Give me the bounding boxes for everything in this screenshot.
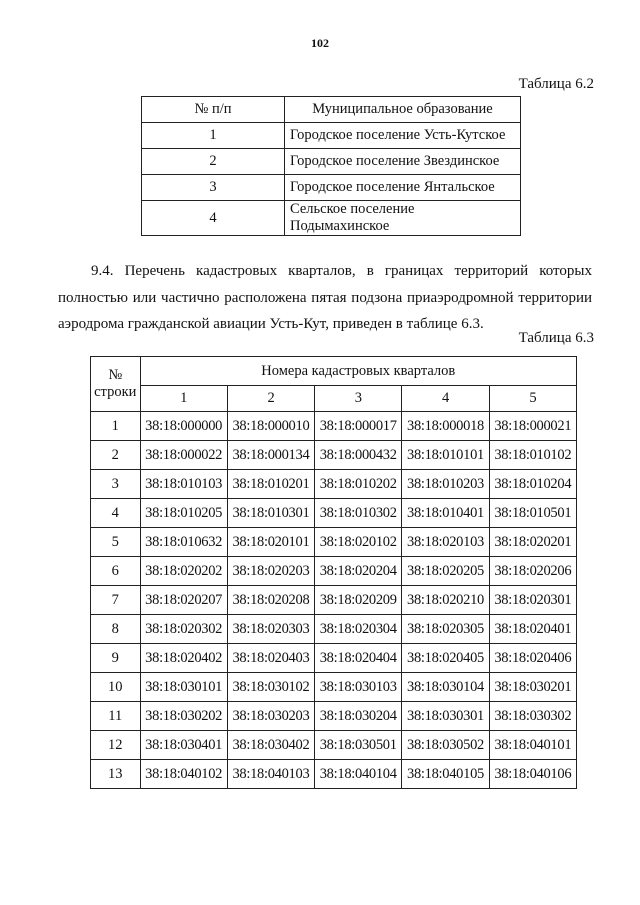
- column-header: 3: [315, 386, 402, 412]
- row-number: 13: [91, 760, 141, 789]
- column-header: 2: [227, 386, 314, 412]
- table-row: [142, 201, 521, 236]
- cadastral-quarter-cell: 38:18:010401: [402, 499, 489, 528]
- cadastral-quarter-cell: 38:18:030203: [227, 702, 314, 731]
- cadastral-quarter-cell: 38:18:020301: [489, 586, 576, 615]
- cadastral-quarter-cell: 38:18:030102: [227, 673, 314, 702]
- cadastral-quarters-table: [90, 356, 577, 789]
- table-row: [91, 499, 577, 528]
- column-header: 5: [489, 386, 576, 412]
- cadastral-quarter-cell: 38:18:010301: [227, 499, 314, 528]
- cadastral-quarter-cell: 38:18:030501: [315, 731, 402, 760]
- row-number: 3: [91, 470, 141, 499]
- cadastral-quarter-cell: 38:18:010202: [315, 470, 402, 499]
- cadastral-quarter-cell: 38:18:020304: [315, 615, 402, 644]
- row-number: 11: [91, 702, 141, 731]
- cadastral-quarter-cell: 38:18:010632: [140, 528, 227, 557]
- cadastral-quarter-cell: 38:18:020208: [227, 586, 314, 615]
- cadastral-quarter-cell: 38:18:010103: [140, 470, 227, 499]
- row-number-header: [91, 357, 141, 412]
- cadastral-quarter-cell: 38:18:000134: [227, 441, 314, 470]
- page-number: 102: [311, 36, 329, 50]
- municipality-name: Сельское поселение Подымахинское: [285, 201, 521, 236]
- cadastral-quarter-cell: 38:18:010102: [489, 441, 576, 470]
- cadastral-quarter-cell: 38:18:020205: [402, 557, 489, 586]
- row-number: 4: [91, 499, 141, 528]
- table-header-row: [91, 357, 577, 386]
- cadastral-quarter-cell: 38:18:020405: [402, 644, 489, 673]
- cadastral-quarter-cell: 38:18:030202: [140, 702, 227, 731]
- cadastral-table-body: [91, 412, 577, 789]
- cadastral-numbers-header: Номера кадастровых кварталов: [140, 357, 576, 386]
- cadastral-quarter-cell: 38:18:020102: [315, 528, 402, 557]
- municipality-name: Городское поселение Звездинское: [285, 149, 521, 175]
- column-header-municipality: Муниципальное образование: [285, 97, 521, 123]
- column-header-number: № п/п: [142, 97, 285, 123]
- cadastral-quarter-cell: 38:18:020404: [315, 644, 402, 673]
- row-number: 5: [91, 528, 141, 557]
- row-number-header-word: строки: [94, 384, 137, 400]
- table-row: [142, 175, 521, 201]
- cadastral-quarter-cell: 38:18:000018: [402, 412, 489, 441]
- cadastral-quarter-cell: 38:18:020401: [489, 615, 576, 644]
- municipality-name: Городское поселение Янтальское: [285, 175, 521, 201]
- table-row: [91, 470, 577, 499]
- row-number: 3: [142, 175, 285, 201]
- row-number-header-symbol: №: [108, 367, 123, 383]
- table-row: [142, 149, 521, 175]
- cadastral-quarter-cell: 38:18:020207: [140, 586, 227, 615]
- cadastral-quarter-cell: 38:18:020402: [140, 644, 227, 673]
- cadastral-quarter-cell: 38:18:010203: [402, 470, 489, 499]
- cadastral-quarter-cell: 38:18:020403: [227, 644, 314, 673]
- cadastral-quarter-cell: 38:18:040104: [315, 760, 402, 789]
- table-header-row: [142, 97, 521, 123]
- cadastral-quarter-cell: 38:18:020206: [489, 557, 576, 586]
- cadastral-quarter-cell: 38:18:040105: [402, 760, 489, 789]
- cadastral-quarter-cell: 38:18:010201: [227, 470, 314, 499]
- row-number: 6: [91, 557, 141, 586]
- municipalities-table: [141, 96, 521, 236]
- cadastral-quarter-cell: 38:18:000000: [140, 412, 227, 441]
- cadastral-quarter-cell: 38:18:010204: [489, 470, 576, 499]
- table-row: [91, 644, 577, 673]
- cadastral-quarter-cell: 38:18:030402: [227, 731, 314, 760]
- row-number: 2: [91, 441, 141, 470]
- cadastral-quarter-cell: 38:18:030301: [402, 702, 489, 731]
- row-number: 1: [91, 412, 141, 441]
- table-row: [91, 731, 577, 760]
- row-number: 7: [91, 586, 141, 615]
- table-6-3-caption: Таблица 6.3: [518, 330, 594, 346]
- cadastral-quarter-cell: 38:18:020202: [140, 557, 227, 586]
- cadastral-quarter-cell: 38:18:020204: [315, 557, 402, 586]
- table-row: [91, 412, 577, 441]
- table-row: [91, 441, 577, 470]
- cadastral-quarter-cell: 38:18:000021: [489, 412, 576, 441]
- cadastral-quarter-cell: 38:18:010302: [315, 499, 402, 528]
- cadastral-quarter-cell: 38:18:000432: [315, 441, 402, 470]
- cadastral-quarter-cell: 38:18:000010: [227, 412, 314, 441]
- cadastral-quarter-cell: 38:18:020101: [227, 528, 314, 557]
- cadastral-quarter-cell: 38:18:030103: [315, 673, 402, 702]
- table-row: [91, 557, 577, 586]
- cadastral-quarter-cell: 38:18:030502: [402, 731, 489, 760]
- cadastral-quarter-cell: 38:18:010501: [489, 499, 576, 528]
- section-9-4-paragraph: 9.4. Перечень кадастровых кварталов, в границах территорий которых полностью или частично расположена пятая подзона приаэродромной территории аэродрома гражданской авиации Усть-Кут, приведен в таблице 6.3.: [58, 263, 592, 332]
- cadastral-quarter-cell: 38:18:040102: [140, 760, 227, 789]
- cadastral-quarter-cell: 38:18:020210: [402, 586, 489, 615]
- municipality-name: Городское поселение Усть-Кутское: [285, 123, 521, 149]
- cadastral-quarter-cell: 38:18:010205: [140, 499, 227, 528]
- cadastral-quarter-cell: 38:18:030104: [402, 673, 489, 702]
- table-row: [142, 123, 521, 149]
- table-row: [91, 702, 577, 731]
- row-number: 10: [91, 673, 141, 702]
- cadastral-quarter-cell: 38:18:020305: [402, 615, 489, 644]
- cadastral-quarter-cell: 38:18:030302: [489, 702, 576, 731]
- cadastral-quarter-cell: 38:18:020406: [489, 644, 576, 673]
- table-row: [91, 673, 577, 702]
- table-row: [91, 586, 577, 615]
- cadastral-quarter-cell: 38:18:000022: [140, 441, 227, 470]
- cadastral-quarter-cell: 38:18:040106: [489, 760, 576, 789]
- table-row: [91, 760, 577, 789]
- table-row: [91, 528, 577, 557]
- table-6-2-caption: Таблица 6.2: [518, 76, 594, 92]
- column-header: 4: [402, 386, 489, 412]
- row-number: 2: [142, 149, 285, 175]
- cadastral-quarter-cell: 38:18:020302: [140, 615, 227, 644]
- row-number: 4: [142, 201, 285, 236]
- cadastral-quarter-cell: 38:18:000017: [315, 412, 402, 441]
- row-number: 9: [91, 644, 141, 673]
- cadastral-quarter-cell: 38:18:040103: [227, 760, 314, 789]
- row-number: 1: [142, 123, 285, 149]
- column-header: 1: [140, 386, 227, 412]
- cadastral-quarter-cell: 38:18:020209: [315, 586, 402, 615]
- table-subheader-row: [91, 386, 577, 412]
- cadastral-quarter-cell: 38:18:020303: [227, 615, 314, 644]
- cadastral-quarter-cell: 38:18:020103: [402, 528, 489, 557]
- cadastral-quarter-cell: 38:18:020201: [489, 528, 576, 557]
- cadastral-quarter-cell: 38:18:010101: [402, 441, 489, 470]
- cadastral-quarter-cell: 38:18:030101: [140, 673, 227, 702]
- table-row: [91, 615, 577, 644]
- cadastral-quarter-cell: 38:18:030204: [315, 702, 402, 731]
- cadastral-quarter-cell: 38:18:040101: [489, 731, 576, 760]
- cadastral-quarter-cell: 38:18:030201: [489, 673, 576, 702]
- row-number: 12: [91, 731, 141, 760]
- row-number: 8: [91, 615, 141, 644]
- cadastral-quarter-cell: 38:18:020203: [227, 557, 314, 586]
- cadastral-quarter-cell: 38:18:030401: [140, 731, 227, 760]
